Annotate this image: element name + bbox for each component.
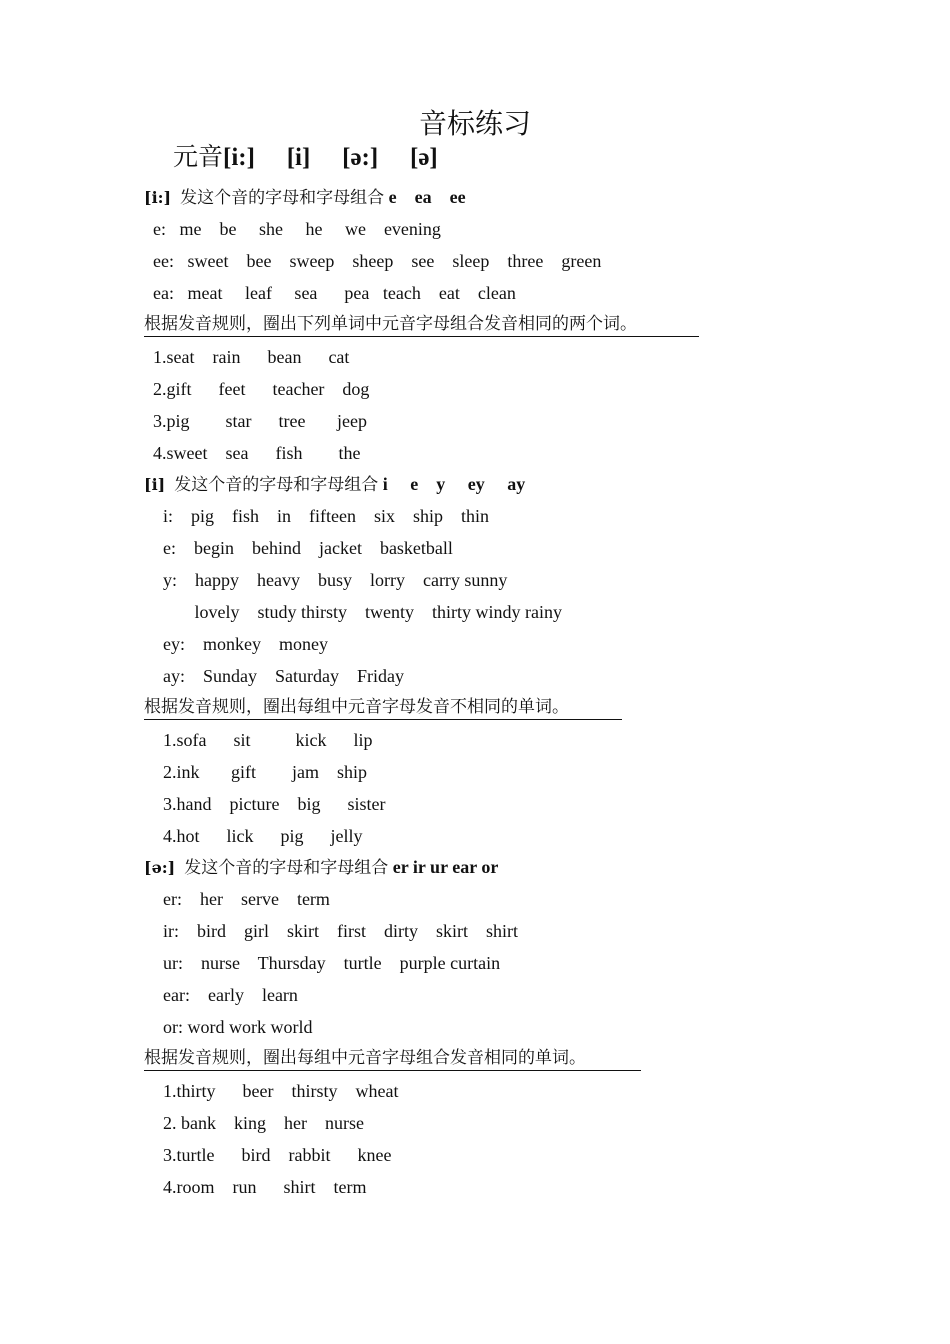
instruction: 根据发音规则，圈出下列单词中元音字母组合发音相同的两个词。 [144, 313, 699, 337]
section-symbol: [ə:] [144, 858, 176, 877]
instruction: 根据发音规则，圈出每组中元音字母组合发音相同的单词。 [144, 1047, 641, 1071]
instruction: 根据发音规则，圈出每组中元音字母发音不相同的单词。 [144, 696, 622, 720]
example-row: or: word work world [163, 1017, 313, 1037]
example-row: ur: nurse Thursday turtle purple curtain [163, 953, 501, 973]
example-row: ear: early learn [163, 985, 298, 1005]
subtitle-prefix: 元音 [173, 142, 224, 171]
section-heading [144, 856, 498, 879]
example-row: lovely study thirsty twenty thirty windy rainy [163, 602, 562, 622]
page-title: 音标练习 [418, 107, 531, 140]
ipa-symbol: [i] [286, 144, 311, 171]
section-desc: 发这个音的字母和字母组合 [174, 475, 379, 495]
section-symbol: [i:] [144, 188, 172, 207]
example-row: ay: Sunday Saturday Friday [163, 666, 404, 686]
section-desc: 发这个音的字母和字母组合 [180, 188, 385, 208]
section-letters: e ea ee [388, 187, 466, 207]
section-desc: 发这个音的字母和字母组合 [184, 858, 389, 878]
exercise-item: 3.hand picture big sister [163, 794, 386, 814]
exercise-item: 2. bank king her nurse [163, 1113, 364, 1133]
exercise-item: 3.turtle bird rabbit knee [163, 1145, 392, 1165]
section-heading [144, 473, 525, 496]
exercise-item: 1.thirty beer thirsty wheat [163, 1081, 399, 1101]
example-row: e: begin behind jacket basketball [163, 538, 453, 558]
vowel-subtitle [173, 137, 438, 173]
example-row: ee: sweet bee sweep sheep see sleep three green [153, 251, 602, 271]
example-row: y: happy heavy busy lorry carry sunny [163, 570, 508, 590]
exercise-item: 2.gift feet teacher dog [153, 379, 370, 399]
ipa-symbol: [ə:] [342, 144, 379, 171]
example-row: i: pig fish in fifteen six ship thin [163, 506, 489, 526]
ipa-symbol: [ə] [410, 144, 438, 171]
exercise-item: 4.sweet sea fish the [153, 443, 361, 463]
section-letters: i e y ey ay [382, 474, 526, 494]
example-row: er: her serve term [163, 889, 330, 909]
exercise-item: 3.pig star tree jeep [153, 411, 367, 431]
section-heading [144, 186, 466, 209]
exercise-item: 1.seat rain bean cat [153, 347, 350, 367]
ipa-symbol: [i:] [223, 144, 255, 171]
example-row: ea: meat leaf sea pea teach eat clean [153, 283, 516, 303]
example-row: ir: bird girl skirt first dirty skirt shirt [163, 921, 518, 941]
section-symbol: [i] [144, 475, 166, 494]
exercise-item: 2.ink gift jam ship [163, 762, 367, 782]
exercise-item: 1.sofa sit kick lip [163, 730, 373, 750]
exercise-item: 4.room run shirt term [163, 1177, 367, 1197]
example-row: ey: monkey money [163, 634, 328, 654]
section-letters: er ir ur ear or [392, 857, 499, 877]
exercise-item: 4.hot lick pig jelly [163, 826, 363, 846]
example-row: e: me be she he we evening [153, 219, 441, 239]
